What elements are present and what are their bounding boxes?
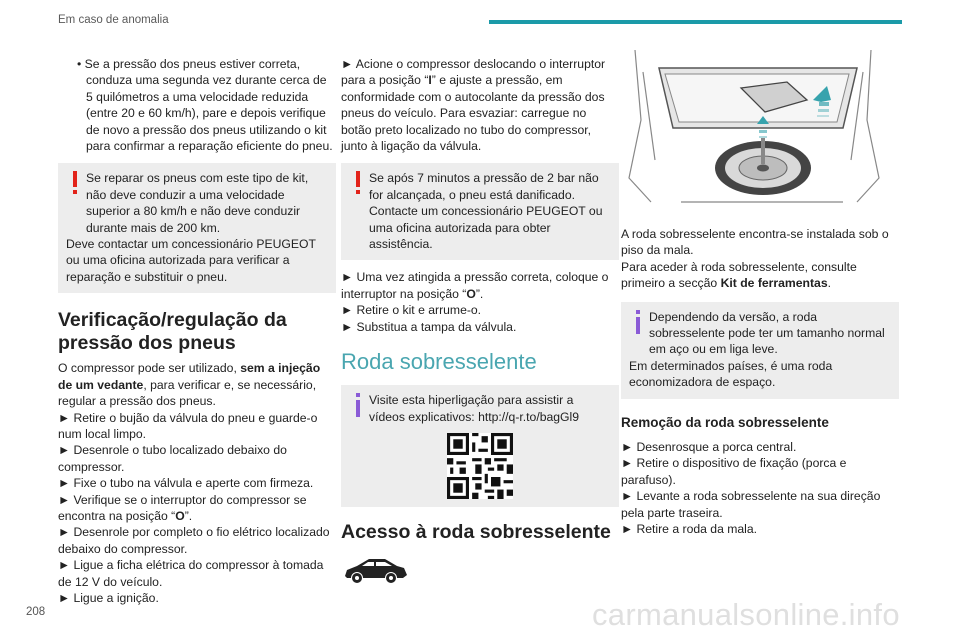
info-icon	[630, 309, 646, 335]
step-6: ► Ligue a ficha elétrica do compressor à tomada de 12 V do veículo.	[58, 558, 324, 589]
step-3: ► Fixe o tubo na válvula e aperte com firmeza.	[58, 476, 314, 491]
removal-step-2: ► Retire o dispositivo de fixação (porca e parafuso).	[621, 456, 847, 487]
header-accent-bar	[489, 20, 902, 24]
removal-step-3: ► Levante a roda sobresselente na sua direção pela parte traseira.	[621, 489, 881, 520]
info-text-2: Em determinados países, é uma roda economizadora de espaço.	[629, 358, 833, 390]
section-heading: Verificação/regulação da pressão dos pneus	[58, 309, 287, 355]
spare-wheel-illustration	[621, 50, 885, 210]
info-text: Dependendo da versão, a roda sobresselente pode ter um tamanho normal em aço ou em liga leve.	[649, 309, 885, 357]
warning-icon	[67, 170, 83, 196]
step-store-kit: ► Retire o kit e arrume-o.	[341, 303, 482, 318]
step-5: ► Desenrole por completo o fio elétrico localizado debaixo do compressor.	[58, 525, 330, 556]
watermark: carmanualsonline.info	[592, 597, 900, 632]
warning-box	[58, 163, 336, 293]
column-middle	[341, 56, 619, 586]
step-1: ► Retire o bujão da válvula do pneu e guarde-o num local limpo.	[58, 410, 318, 441]
warning-icon	[350, 170, 366, 196]
info-box	[621, 302, 899, 399]
compressor-step: ► Acione o compressor deslocando o interruptor para a posição “I” e ajuste a pressão, em conformidade com o autocolante da pressão dos pneus do veículo. Para esvaziar: carregue no botão preto localizado no tubo do compressor, junto à ligação da válvula.	[341, 57, 606, 154]
bullet-item: • Se a pressão dos pneus estiver correta, conduza uma segunda vez durante cerca de 5 quilómetros a uma velocidade reduzida (entre 20 e 60 km/h), pare e depois verifique de novo a pressão dos pneus utilizando o kit para confirmar a reparação eficiente do pneu.	[77, 57, 333, 154]
car-silhouette-icon	[341, 556, 409, 586]
spare-location-text: A roda sobresselente encontra-se instalada sob o piso da mala.	[621, 227, 889, 258]
step-2: ► Desenrole o tubo localizado debaixo do compressor.	[58, 443, 287, 474]
warning-text-2: Deve contactar um concessionário PEUGEOT ou uma oficina autorizada para verificar a reparação e substituir o pneu.	[66, 237, 316, 284]
warning-box	[341, 163, 619, 260]
removal-step-1: ► Desenrosque a porca central.	[621, 440, 797, 455]
spare-access-text: Para aceder à roda sobresselente, consulte primeiro a secção Kit de ferramentas.	[621, 259, 857, 291]
step-7: ► Ligue a ignição.	[58, 590, 159, 605]
column-right	[621, 56, 899, 538]
subsection-heading: Remoção da roda sobresselente	[621, 414, 829, 430]
info-icon	[350, 392, 366, 418]
warning-text: Se reparar os pneus com este tipo de kit, não deve conduzir a uma velocidade superior a 80 km/h e não deve conduzir durante mais de 200 km.	[86, 171, 309, 235]
removal-step-4: ► Retire a roda da mala.	[621, 522, 758, 537]
info-box	[341, 385, 619, 507]
step-valve-cap: ► Substitua a tampa da válvula.	[341, 319, 517, 334]
step-4: ► Verifique se o interruptor do compressor se encontra na posição “O”.	[58, 492, 307, 523]
step-switch-off: ► Uma vez atingida a pressão correta, coloque o interruptor na posição “O”.	[341, 270, 609, 301]
intro-paragraph: O compressor pode ser utilizado, sem a injeção de um vedante, para verificar e, se necessário, regular a pressão dos pneus.	[58, 361, 321, 409]
subsection-heading: Acesso à roda sobresselente	[341, 520, 611, 543]
page-number: 208	[26, 606, 46, 618]
qr-code-icon[interactable]	[447, 433, 513, 499]
column-left	[58, 56, 336, 606]
warning-text: Se após 7 minutos a pressão de 2 bar não for alcançada, o pneu está danificado. Contacte um concessionário PEUGEOT ou uma oficina autorizada para obter assistência.	[369, 171, 603, 252]
running-header: Em caso de anomalia	[58, 14, 169, 26]
info-text: Visite esta hiperligação para assistir a vídeos explicativos: http://q-r.to/bagGl9	[369, 393, 580, 424]
chapter-heading: Roda sobresselente	[341, 349, 537, 375]
